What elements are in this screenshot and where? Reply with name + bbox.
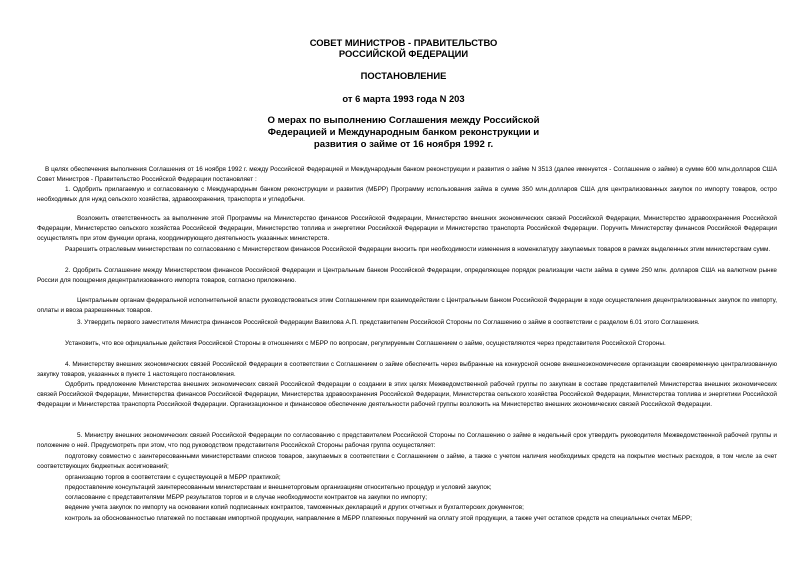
paragraph-item-4: 4. Министерству внешних экономических связей Российской Федерации в соответствии с Соглашением о займе обеспечить через выбранные на конкурсной основе внешнеэкономические организации своевременную централизованную закупку товаров, указанных в пункте 1 настоящего постановления. (37, 361, 777, 379)
document-type: ПОСТАНОВЛЕНИЕ (360, 70, 447, 81)
paragraph-lists-preparation: подготовку совместно с заинтересованными министерствами списков товаров, закупаемых в соответствии с Соглашением о займе, а также с учетом наличия необходимых средств на покрытие местных расходов, в том числе за счет соответствующих бюджетных ассигнований; (37, 453, 777, 471)
paragraph-item-5: 5. Министру внешних экономических связей Российской Федерации по согласованию с представителем Российской Стороны по Соглашению о займе в недельный срок утвердить руководителя Межведомственной рабочей группы и положение о ней. Предусмотреть при этом, что под руководством представителя Российской Стороны рабочая группа осуществляет: (37, 432, 777, 450)
paragraph-responsibility: Возложить ответственность за выполнение этой Программы на Министерство финансов Российской Федерации, Министерство внешних экономических связей Российской Федерации, Министерство здравоохранения Российской Федерации, Министерство сельского хозяйства Российской Федерации, Министерство топлива и энергетики Российской Федерации и Министерство транспорта Российской Федерации. Поручить Министерству финансов Российской Федерации осуществлять при этом функции органа, координирующего деятельность указанных министерств. (37, 215, 777, 243)
paragraph-permission: Разрешить отраслевым министерствам по согласованию с Министерством финансов Российской Федерации вносить при необходимости изменения в номенклатуру закупаемых товаров в рамках выделенных этим министерствам сумм. (65, 246, 771, 253)
paragraph-item-3: 3. Утвердить первого заместителя Министра финансов Российской Федерации Вавилова А.П. представителем Российской Стороны по Соглашению о займе в соответствии с разделом 6.01 этого Соглашения. (77, 319, 700, 326)
paragraph-item-2: 2. Одобрить Соглашение между Министерством финансов Российской Федерации и Центральным банком Российской Федерации, определяющее порядок реализации части займа в сумме 250 млн. долларов США на валютном рынке России для поощрения децентрализованного импорта товаров, согласно приложению. (37, 267, 777, 285)
org-name-line-2: РОССИЙСКОЙ ФЕДЕРАЦИИ (338, 48, 469, 59)
document-subject-line-2: Федерацией и Международным банком реконструкции и (267, 127, 540, 138)
org-name-line-1: СОВЕТ МИНИСТРОВ - ПРАВИТЕЛЬСТВО (309, 37, 498, 48)
paragraph-central-bodies: Центральным органам федеральной исполнительной власти руководствоваться этим Соглашением при взаимодействии с Центральным банком Российской Федерации в ходе осуществления децентрализованных закупок по импорту, оплаты и ввоза разрешенных товаров. (37, 297, 777, 315)
paragraph-accounting: ведение учета закупок по импорту на основании копий подписанных контрактов, таможенных деклараций и других отчетных и бухгалтерских документов; (65, 504, 524, 511)
paragraph-official-actions: Установить, что все официальные действия Российской Стороны в отношениях с МБРР по вопросам, регулируемым Соглашением о займе, осуществляются через представителя Российской Стороны. (65, 340, 666, 347)
document-date-number: от 6 марта 1993 года N 203 (342, 93, 465, 104)
paragraph-item-1: 1. Одобрить прилагаемую и согласованную с Международным банком реконструкции и развития (МБРР) Программу использования займа в сумме 350 млн.долларов США для централизованных закупок по импорту товаров, остро необходимых для нужд сельского хозяйства, здравоохранения, транспорта и угледобычи. (37, 186, 777, 204)
paragraph-payment-control: контроль за обоснованностью платежей по поставкам импортной продукции, направление в МБРР платежных поручений на оплату этой продукции, а также учет остатков средств на специальных счетах МБРР; (65, 515, 692, 522)
document-subject-line-3: развития о займе от 16 ноября 1992 г. (313, 139, 494, 150)
paragraph-working-group: Одобрить предложение Министерства внешних экономических связей Российской Федерации о создании в этих целях Межведомственной рабочей группы по закупкам в составе представителей Министерства внешних экономических связей Российской Федерации, Министерства финансов Российской Федерации, Министерства здравоохранения Российской Федерации, Министерства сельского хозяйства Российской Федерации, Министерства топлива и энергетики Российской Федерации и Министерства транспорта Российской Федерации. Организационное и финансовое обеспечение деятельности рабочей группы возложить на Министерство внешних экономических связей Российской Федерации. (37, 381, 777, 409)
paragraph-agreement-results: согласование с представителями МБРР результатов торгов и в случае необходимости контрактов на закупки по импорту; (65, 494, 428, 501)
paragraph-consultations: предоставление консультаций заинтересованным министерствам и внешнеторговым организациям относительно процедур и условий закупок; (65, 484, 492, 491)
paragraph-tenders: организацию торгов в соответствии с существующей в МБРР практикой; (65, 474, 281, 481)
paragraph-preamble: В целях обеспечения выполнения Соглашения от 16 ноября 1992 г. между Российской Федерацией и Международным банком реконструкции и развития о займе N 3513 (далее именуется - Соглашение о займе) в сумме 600 млн.долларов США Совет Министров - Правительство Российской Федерации постановляет : (37, 166, 777, 184)
document-subject-line-1: О мерах по выполнению Соглашения между Российской (267, 115, 540, 126)
